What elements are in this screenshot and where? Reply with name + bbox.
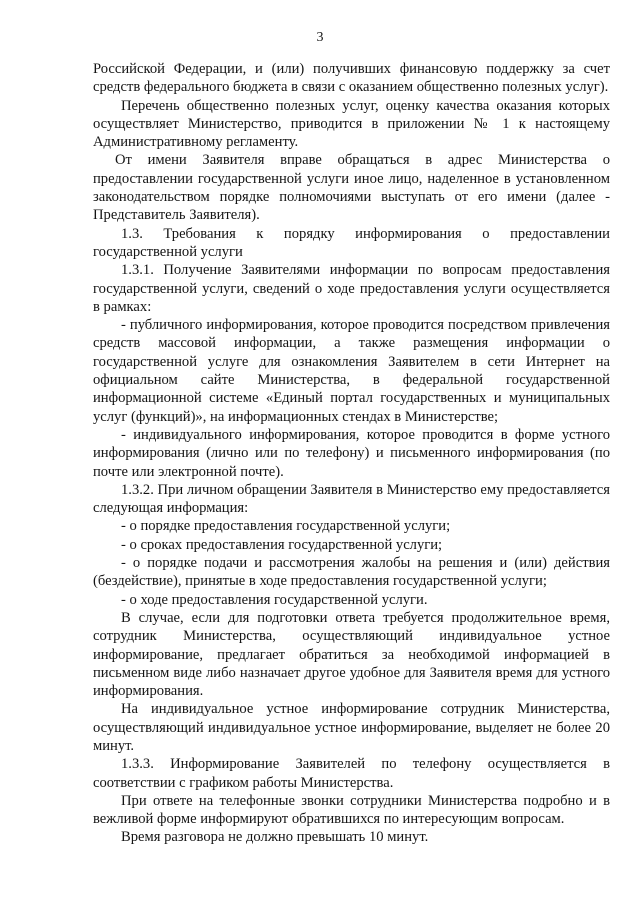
paragraph: 1.3.3. Информирование Заявителей по телефону осуществляется в соответствии с графиком работы Министерства. — [93, 756, 610, 791]
paragraph: От имени Заявителя вправе обращаться в адрес Министерства о предоставлении государственной услуги иное лицо, наделенное в установленном законодательством порядке полномочиями выступать от его имени (далее - Представитель Заявителя). — [93, 152, 610, 224]
page-number: 3 — [316, 30, 324, 45]
section-heading: 1.3. Требования к порядку информирования о предоставлении государственной услуги — [93, 225, 610, 260]
paragraph: Российской Федерации, и (или) получивших финансовую поддержку за счет средств федерального бюджета в связи с оказанием общественно полезных услуг). — [93, 61, 610, 96]
list-item: - индивидуального информирования, которое проводится в форме устного информирования (лично или по телефону) и письменного информирования (по почте или электронной почте). — [93, 426, 610, 480]
list-item: - о порядке подачи и рассмотрения жалобы на решения и (или) действия (бездействие), принятые в ходе предоставления государственной услуги; — [93, 555, 610, 590]
paragraph: Перечень общественно полезных услуг, оценку качества оказания которых осуществляет Министерство, приводится в приложении № 1 к настоящему Административному регламенту. — [93, 97, 610, 151]
document-body — [93, 60, 610, 847]
paragraph: Время разговора не должно превышать 10 минут. — [121, 829, 429, 846]
paragraph: При ответе на телефонные звонки сотрудники Министерства подробно и в вежливой форме информируют обратившихся по интересующим вопросам. — [93, 792, 610, 828]
list-item: - публичного информирования, которое проводится посредством привлечения средств массовой информации, а также размещения информации о государственной услуге для ознакомления Заявителем в сети Интернет на официальном сайте Министерства, в федеральной государственной информационной системе «Единый портал государственных и муниципальных услуг (функций)», на информационных стендах в Министерстве; — [93, 317, 610, 425]
paragraph: 1.3.2. При личном обращении Заявителя в Министерство ему предоставляется следующая информация: — [93, 481, 610, 517]
paragraph: 1.3.1. Получение Заявителями информации по вопросам предоставления государственной услуги, сведений о ходе предоставления услуги осуществляется в рамках: — [93, 262, 610, 315]
paragraph: В случае, если для подготовки ответа требуется продолжительное время, сотрудник Министерства, осуществляющий индивидуальное устное информирование, предлагает обратиться за необходимой информацией в письменном виде либо назначает другое удобное для Заявителя время для устного информирования. — [93, 609, 610, 700]
list-item: - о порядке предоставления государственной услуги; — [121, 518, 451, 535]
list-item: - о сроках предоставления государственной услуги; — [121, 536, 443, 553]
list-item: - о ходе предоставления государственной услуги. — [121, 591, 428, 608]
paragraph: На индивидуальное устное информирование сотрудник Министерства, осуществляющий индивидуальное устное информирование, выделяет не более 20 минут. — [93, 701, 610, 754]
